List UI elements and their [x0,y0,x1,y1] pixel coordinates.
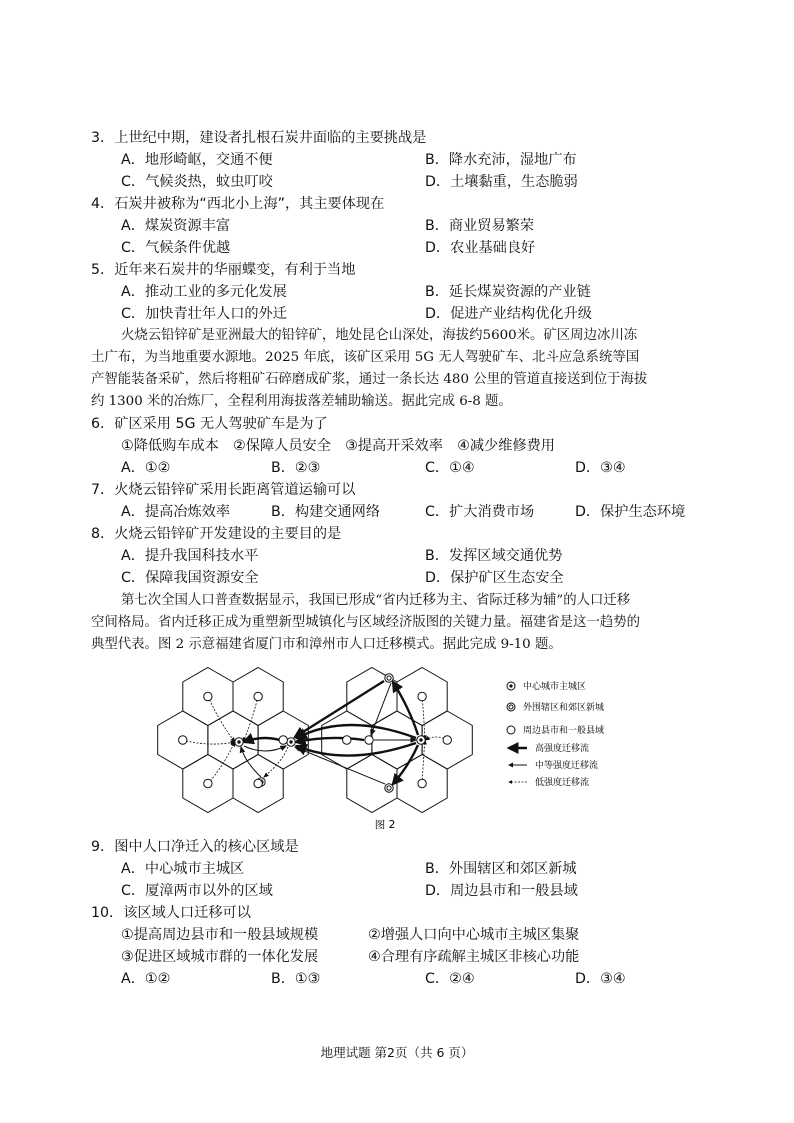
question-10-item-3: ③促进区域城市群的一体化发展 [121,949,319,965]
question-10-option-a: A．①② [121,971,171,987]
passage-2-line-1: 第七次全国人口普查数据显示，我国已形成“省内迁移为主、省际迁移为辅”的人口迁移 [121,593,631,608]
question-3-option-d: D．土壤黏重，生态脆弱 [425,174,578,190]
question-8-option-b: B．发挥区域交通优势 [425,548,563,564]
question-8-option-a: A．提升我国科技水平 [121,548,259,564]
legend-suburb: 外围辖区和郊区新城 [523,703,605,713]
xiamen-core-node [235,738,243,746]
question-9-option-b: B．外围辖区和郊区新城 [425,861,577,877]
question-5-option-d: D．促进产业结构优化升级 [425,306,592,322]
page-footer: 地理试题 第2页（共 6 页） [320,1045,474,1060]
legend-core-city: 中心城市主城区 [523,682,587,692]
zhangzhou-suburb-node [385,674,393,682]
legend-county: 周边县市和一般县域 [523,726,605,736]
zhangzhou-inner-node [365,736,373,744]
county-node [279,736,287,744]
question-10-item-4: ④合理有序疏解主城区非核心功能 [368,949,580,965]
question-4-stem: 4．石炭井被称为“西北小上海”，其主要体现在 [91,196,385,212]
county-node [443,736,451,744]
question-4-option-b: B．商业贸易繁荣 [425,218,535,234]
passage-1-line-1: 火烧云铅锌矿是亚洲最大的铅锌矿，地处昆仑山深处，海拔约5600米。矿区周边冰川冻 [121,328,638,343]
migration-flow-high [297,743,416,756]
migration-diagram [145,662,645,832]
question-6-option-a: A．①② [121,460,171,476]
question-10-item-1: ①提高周边县市和一般县域规模 [121,927,319,943]
migration-flow-high [297,725,416,738]
question-8-option-c: C．保障我国资源安全 [121,570,259,586]
question-9-option-d: D．周边县市和一般县域 [425,883,578,899]
question-10-option-b: B．①③ [271,971,321,987]
migration-flow-low [183,740,235,744]
question-10-option-c: C．②④ [425,971,475,987]
question-4-option-d: D．农业基础良好 [425,240,536,256]
question-9-option-a: A．中心城市主城区 [121,861,245,877]
question-6-items: ①降低购车成本 ②保障人员安全 ③提高开采效率 ④减少维修费用 [121,438,555,454]
county-node [418,692,426,700]
question-7-option-a: A．提高冶炼效率 [121,504,231,520]
legend-core-city-icon [507,682,515,690]
question-5-option-c: C．加快青壮年人口的外迁 [121,306,287,322]
question-3-option-b: B．降水充沛，湿地广布 [425,152,577,168]
question-6-option-d: D．③④ [575,460,626,476]
question-6-option-b: B．②③ [271,460,321,476]
question-4-option-c: C．气候条件优越 [121,240,231,256]
migration-flow-mid [244,746,286,751]
passage-1-line-3: 产智能装备采矿，然后将粗矿石碎磨成矿浆，通过一条长达 480 公里的管道直接送到位于海拔 [91,372,648,387]
question-7-option-d: D．保护生态环境 [575,504,686,520]
xiamen-hub-node [287,738,295,746]
region-nodes [179,674,452,792]
question-9-stem: 9．图中人口净迁入的核心区域是 [91,839,299,855]
passage-2-line-2: 空间格局。省内迁移正成为重塑新型城镇化与区域经济版图的关键力量。福建省是这一趋势的 [91,615,641,630]
question-5-option-b: B．延长煤炭资源的产业链 [425,284,591,300]
legend-medium-flow: 中等强度迁移流 [535,761,599,771]
question-3-option-a: A．地形崎岖，交通不便 [121,152,273,168]
question-6-stem: 6．矿区采用 5G 无人驾驶矿车是为了 [91,416,328,432]
migration-flow-high [295,681,384,737]
migration-flow-low [243,697,258,743]
diagram-legend [507,680,604,788]
legend-high-flow: 高强度迁移流 [535,744,590,754]
question-3-option-c: C．气候炎热，蚊虫叮咬 [121,174,273,190]
question-10-stem: 10．该区域人口迁移可以 [91,905,251,921]
passage-1-line-4: 约 1300 米的冶炼厂，全程利用海拔落差辅助输送。据此完成 6-8 题。 [91,394,512,409]
question-6-option-c: C．①④ [425,460,475,476]
question-7-option-b: B．构建交通网络 [271,504,381,520]
legend-low-flow: 低强度迁移流 [535,778,590,788]
migration-flows [183,681,447,784]
question-5-stem: 5．近年来石炭井的华丽蝶变，有利于当地 [91,262,356,278]
county-node [179,736,187,744]
question-5-option-a: A．推动工业的多元化发展 [121,284,287,300]
question-10-option-d: D．③④ [575,971,626,987]
migration-flow-low [208,697,235,743]
passage-1-line-2: 土广布，为当地重要水源地。2025 年底，该矿区采用 5G 无人驾驶矿车、北斗应急系统等国 [91,350,640,365]
zhangzhou-core-node [417,736,425,744]
question-4-option-a: A．煤炭资源丰富 [121,218,231,234]
county-node [254,779,262,787]
county-node [204,692,212,700]
question-9-option-c: C．厦漳两市以外的区域 [121,883,273,899]
question-3-stem: 3．上世纪中期，建设者扎根石炭井面临的主要挑战是 [91,130,427,146]
county-node [418,779,426,787]
question-10-item-2: ②增强人口向中心城市主城区集聚 [368,927,580,943]
migration-flow-low [264,747,288,777]
figure-caption: 图 2 [374,819,396,831]
county-node [254,692,262,700]
question-8-option-d: D．保护矿区生态安全 [425,570,564,586]
zhangzhou-suburb-node [385,784,393,792]
passage-2-line-3: 典型代表。图 2 示意福建省厦门市和漳州市人口迁移模式。据此完成 9-10 题。 [91,637,562,652]
question-7-stem: 7．火烧云铅锌矿采用长距离管道运输可以 [91,482,356,498]
migration-flow-high [296,738,364,742]
county-node [204,779,212,787]
legend-suburb-icon [507,703,515,711]
question-7-option-c: C．扩大消费市场 [425,504,535,520]
question-8-stem: 8．火烧云铅锌矿开发建设的主要目的是 [91,526,342,542]
legend-county-icon [507,726,515,734]
county-node [343,736,351,744]
